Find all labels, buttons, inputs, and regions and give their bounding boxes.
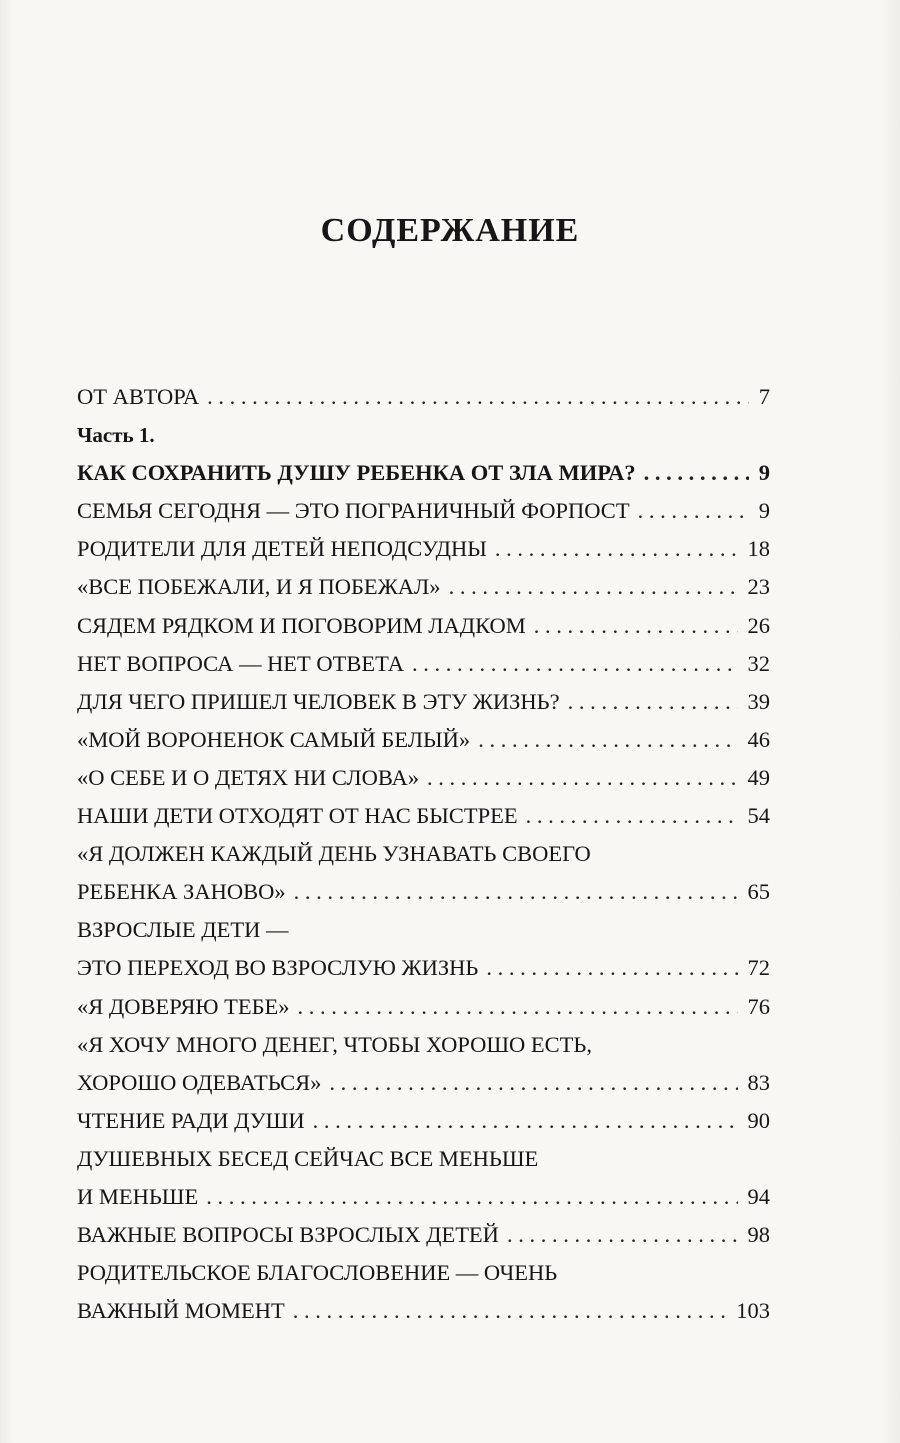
dot-leader <box>293 1292 727 1330</box>
toc-entry <box>77 530 770 568</box>
dot-leader <box>526 797 738 835</box>
toc-entry <box>77 988 770 1026</box>
dot-leader <box>298 988 738 1026</box>
dot-leader <box>206 1178 737 1216</box>
toc-entry <box>77 873 770 911</box>
toc-entry-title: РОДИТЕЛЬСКОЕ БЛАГОСЛОВЕНИЕ — ОЧЕНЬ <box>77 1260 558 1286</box>
toc-entry-title: ХОРОШО ОДЕВАТЬСЯ» <box>77 1069 322 1095</box>
toc-entry <box>77 835 770 873</box>
toc-entry-page-number: 65 <box>747 879 770 905</box>
toc-entry-title: ОТ АВТОРА <box>77 384 200 409</box>
dot-leader <box>644 454 749 492</box>
dot-leader <box>486 949 737 987</box>
toc-entry-page-number: 46 <box>747 726 770 752</box>
toc-entry-page-number: 23 <box>747 574 770 600</box>
toc-entry-page-number: 76 <box>747 993 770 1019</box>
toc-entry <box>77 1102 770 1140</box>
toc-entry <box>77 683 770 721</box>
toc-entry <box>77 721 770 759</box>
toc-entry <box>77 911 770 949</box>
dot-leader <box>207 378 749 416</box>
table-of-contents <box>77 378 770 1330</box>
toc-entry-page-number: 9 <box>758 498 770 524</box>
toc-entry-title: И МЕНЬШЕ <box>77 1183 199 1209</box>
toc-entry <box>77 1178 770 1216</box>
toc-entry-page-number: 54 <box>747 803 770 829</box>
toc-entry-title: СЕМЬЯ СЕГОДНЯ — ЭТО ПОГРАНИЧНЫЙ ФОРПОСТ <box>77 498 630 524</box>
toc-entry-title: «Я ХОЧУ МНОГО ДЕНЕГ, ЧТОБЫ ХОРОШО ЕСТЬ, <box>77 1031 592 1057</box>
toc-entry <box>77 416 770 454</box>
toc-entry-title: ЧТЕНИЕ РАДИ ДУШИ <box>77 1107 305 1133</box>
dot-leader <box>329 1064 737 1102</box>
toc-entry-title: РЕБЕНКА ЗАНОВО» <box>77 879 286 905</box>
page-title: СОДЕРЖАНИЕ <box>320 212 580 249</box>
toc-entry-page-number: 26 <box>747 612 770 638</box>
toc-entry-page-number: 90 <box>747 1107 770 1133</box>
toc-entry-page-number: 7 <box>758 384 770 409</box>
toc-entry-title: РОДИТЕЛИ ДЛЯ ДЕТЕЙ НЕПОДСУДНЫ <box>77 536 487 562</box>
toc-entry-title: СЯДЕМ РЯДКОМ И ПОГОВОРИМ ЛАДКОМ <box>77 612 526 638</box>
toc-entry-title: ВАЖНЫЙ МОМЕНТ <box>77 1298 285 1324</box>
toc-entry <box>77 492 770 530</box>
toc-entry <box>77 607 770 645</box>
dot-leader <box>507 1216 738 1254</box>
toc-entry <box>77 645 770 683</box>
part-heading: Часть 1. <box>77 423 155 448</box>
toc-entry <box>77 454 770 492</box>
toc-entry-page-number: 94 <box>747 1183 770 1209</box>
toc-entry-title: ВЗРОСЛЫЕ ДЕТИ — <box>77 917 289 943</box>
dot-leader <box>294 873 738 911</box>
toc-entry <box>77 1026 770 1064</box>
toc-entry-page-number: 49 <box>747 764 770 790</box>
toc-entry <box>77 949 770 987</box>
toc-entry-title: НАШИ ДЕТИ ОТХОДЯТ ОТ НАС БЫСТРЕЕ <box>77 803 518 829</box>
toc-entry <box>77 1292 770 1330</box>
dot-leader <box>313 1102 738 1140</box>
toc-entry <box>77 378 770 416</box>
toc-entry-page-number: 83 <box>747 1069 770 1095</box>
toc-entry <box>77 1064 770 1102</box>
toc-entry-title: «Я ДОВЕРЯЮ ТЕБЕ» <box>77 993 290 1019</box>
toc-entry <box>77 1216 770 1254</box>
toc-entry-page-number: 9 <box>758 460 770 486</box>
toc-entry-page-number: 39 <box>747 688 770 714</box>
toc-entry-title: «О СЕБЕ И О ДЕТЯХ НИ СЛОВА» <box>77 764 419 790</box>
toc-entry <box>77 1140 770 1178</box>
dot-leader <box>427 759 738 797</box>
toc-entry-page-number: 103 <box>736 1298 770 1324</box>
toc-entry-page-number: 18 <box>747 536 770 562</box>
toc-entry-title: ДЛЯ ЧЕГО ПРИШЕЛ ЧЕЛОВЕК В ЭТУ ЖИЗНЬ? <box>77 688 560 714</box>
dot-leader <box>638 492 749 530</box>
toc-entry-page-number: 98 <box>747 1222 770 1248</box>
toc-entry-title: «Я ДОЛЖЕН КАЖДЫЙ ДЕНЬ УЗНАВАТЬ СВОЕГО <box>77 841 591 867</box>
toc-entry-title: ДУШЕВНЫХ БЕСЕД СЕЙЧАС ВСЕ МЕНЬШЕ <box>77 1145 539 1171</box>
dot-leader <box>478 721 737 759</box>
dot-leader <box>534 607 738 645</box>
toc-entry-title: «МОЙ ВОРОНЕНОК САМЫЙ БЕЛЫЙ» <box>77 726 471 752</box>
toc-entry <box>77 568 770 606</box>
toc-entry-page-number: 32 <box>747 650 770 676</box>
toc-entry <box>77 797 770 835</box>
toc-entry-page-number: 72 <box>747 955 770 981</box>
dot-leader <box>449 568 738 606</box>
toc-entry-title: ЭТО ПЕРЕХОД ВО ВЗРОСЛУЮ ЖИЗНЬ <box>77 955 479 981</box>
toc-entry <box>77 759 770 797</box>
dot-leader <box>568 683 738 721</box>
toc-entry-title: ВАЖНЫЕ ВОПРОСЫ ВЗРОСЛЫХ ДЕТЕЙ <box>77 1222 499 1248</box>
toc-entry <box>77 1254 770 1292</box>
toc-entry-title: НЕТ ВОПРОСА — НЕТ ОТВЕТА <box>77 650 405 676</box>
dot-leader <box>495 530 738 568</box>
dot-leader <box>412 645 737 683</box>
toc-entry-title: «ВСЕ ПОБЕЖАЛИ, И Я ПОБЕЖАЛ» <box>77 574 441 600</box>
toc-entry-title: КАК СОХРАНИТЬ ДУШУ РЕБЕНКА ОТ ЗЛА МИРА? <box>77 460 636 486</box>
